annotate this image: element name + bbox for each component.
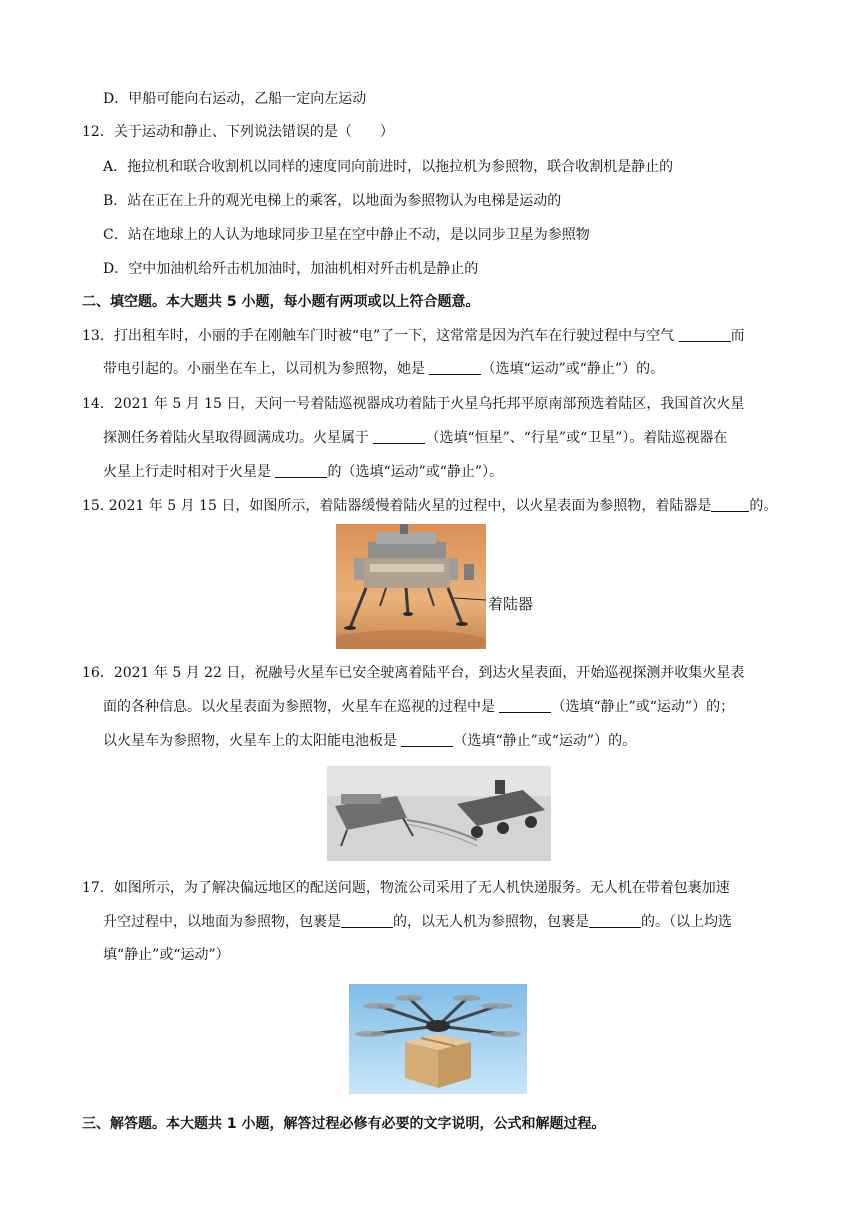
q17-blank-2[interactable] <box>589 913 641 928</box>
q13-text-2b: （选填“运动”或“静止”）的。 <box>481 361 665 377</box>
q16-text-3a: 以火星车为参照物，火星车上的太阳能电池板是 <box>103 733 402 749</box>
q14-text-2a: 探测任务着陆火星取得圆满成功。火星属于 <box>103 430 374 446</box>
q15-text-1b: 的。 <box>749 498 778 514</box>
q16-blank-2[interactable] <box>401 732 453 747</box>
q14-line-3 <box>103 462 503 482</box>
q15-text-1a: 15. 2021 年 5 月 15 日，如图所示，着陆器缓慢着陆火星的过程中，以火星表面为参照物，着陆器是 <box>82 498 712 514</box>
q14-text-3a: 火星上行走时相对于火星是 <box>103 464 276 480</box>
drone-delivery-figure <box>349 984 527 1094</box>
q12-option-b: B．站在正在上升的观光电梯上的乘客，以地面为参照物认为电梯是运动的 <box>103 193 562 209</box>
q17-line-2 <box>103 912 732 932</box>
q13-text-1b: 而 <box>730 328 745 344</box>
q14-blank-2[interactable] <box>275 463 327 478</box>
section-2-heading: 二、填空题。本大题共 5 小题，每小题有两项或以上符合题意。 <box>82 294 480 310</box>
q17-text-2b: 的，以无人机为参照物，包裹是 <box>393 914 589 930</box>
q14-text-3b: 的（选填“运动”或“静止”）。 <box>327 464 504 480</box>
q15-blank-1[interactable] <box>711 497 749 512</box>
q16-line-1: 16．2021 年 5 月 22 日，祝融号火星车已安全驶离着陆平台，到达火星表面，开始巡视探测并收集火星表 <box>82 665 745 681</box>
q17-text-2c: 的。（以上均选 <box>641 914 732 930</box>
q13-text-2a: 带电引起的。小丽坐在车上，以司机为参照物，她是 <box>103 361 430 377</box>
q12-option-a: A．拖拉机和联合收割机以同样的速度同向前进时，以拖拉机为参照物，联合收割机是静止的 <box>103 159 674 175</box>
q16-line-2 <box>103 697 734 717</box>
drone-delivery-illustration <box>349 984 527 1094</box>
q12-option-c: C．站在地球上的人认为地球同步卫星在空中静止不动，是以同步卫星为参照物 <box>103 227 590 243</box>
q13-blank-1[interactable] <box>679 327 731 342</box>
q16-line-3 <box>103 731 636 751</box>
q13-line-2 <box>103 359 664 379</box>
q12-option-d: D．空中加油机给歼击机加油时，加油机相对歼击机是静止的 <box>103 261 479 277</box>
q11-option-d: D．甲船可能向右运动，乙船一定向左运动 <box>103 91 367 107</box>
q13-text-1a: 13．打出租车时，小丽的手在刚触车门时被“电”了一下，这常常是因为汽车在行驶过程中与空气 <box>82 328 679 344</box>
q14-line-2 <box>103 428 727 448</box>
mars-lander-illustration <box>336 524 486 649</box>
q17-blank-1[interactable] <box>341 913 393 928</box>
q15-line-1 <box>82 496 777 516</box>
q13-blank-2[interactable] <box>429 360 481 375</box>
q16-text-2b: （选填“静止”或“运动”）的； <box>551 699 735 715</box>
q13-line-1 <box>82 326 745 346</box>
q14-line-1: 14．2021 年 5 月 15 日，天问一号着陆巡视器成功着陆于火星乌托邦平原南部预选着陆区，我国首次火星 <box>82 396 745 412</box>
q16-text-2a: 面的各种信息。以火星表面为参照物，火星车在巡视的过程中是 <box>103 699 500 715</box>
q12-stem: 12．关于运动和静止、下列说法错误的是（ ） <box>82 124 394 140</box>
q14-blank-1[interactable] <box>373 429 425 444</box>
q17-line-1: 17．如图所示，为了解决偏远地区的配送问题，物流公司采用了无人机快递服务。无人机在带着包裹加速 <box>82 880 730 896</box>
q16-blank-1[interactable] <box>499 698 551 713</box>
q16-text-3b: （选填“静止”或“运动”）的。 <box>453 733 637 749</box>
mars-lander-figure <box>336 524 486 649</box>
mars-lander-label: 着陆器 <box>488 595 534 613</box>
mars-rover-figure <box>327 766 551 861</box>
q14-text-2b: （选填“恒星”、“行星”或“卫星”）。着陆巡视器在 <box>425 430 728 446</box>
q17-text-2a: 升空过程中，以地面为参照物，包裹是 <box>103 914 341 930</box>
section-3-heading: 三、解答题。本大题共 1 小题，解答过程必修有必要的文字说明，公式和解题过程。 <box>82 1116 606 1132</box>
mars-rover-illustration <box>327 766 551 861</box>
q17-line-3: 填“静止”或“运动”） <box>103 947 230 963</box>
